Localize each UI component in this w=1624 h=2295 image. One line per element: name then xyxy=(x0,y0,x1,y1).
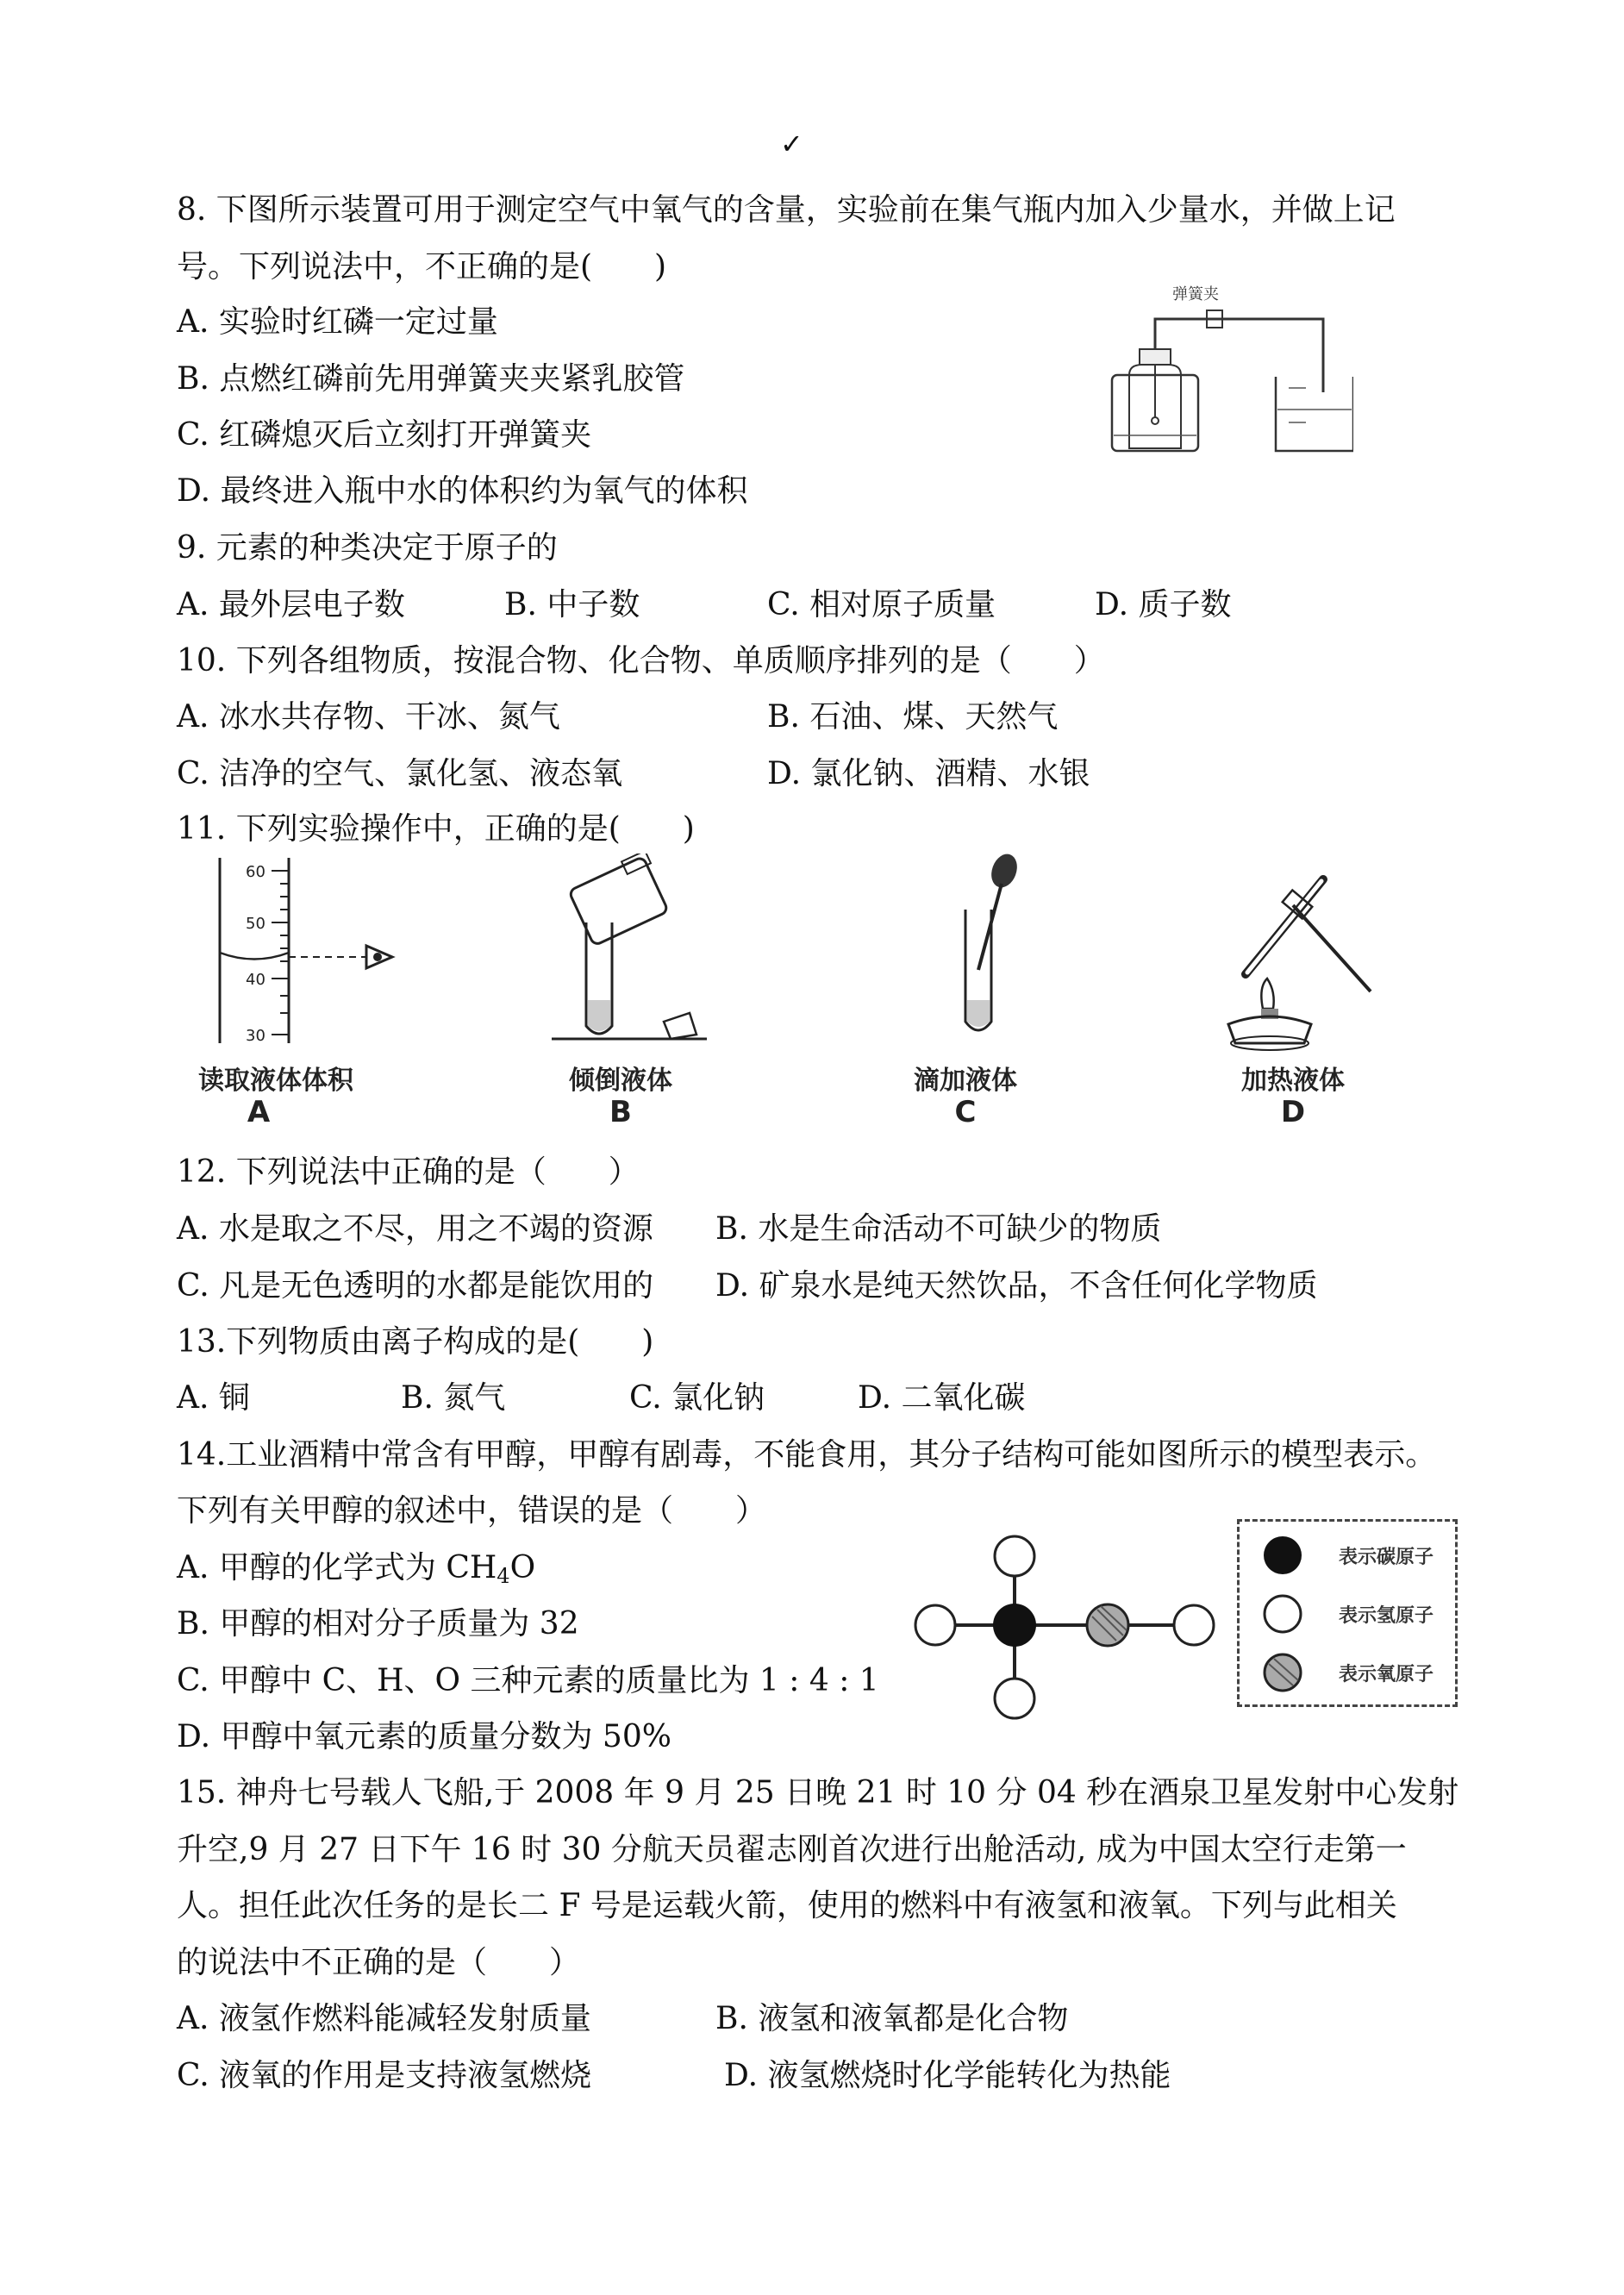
q12-option-c: C. 凡是无色透明的水都是能饮用的 xyxy=(177,1268,654,1304)
hydrogen-atom xyxy=(915,1605,955,1645)
bottle-cap-icon xyxy=(664,1013,696,1039)
q10-option-b: B. 石油、煤、天然气 xyxy=(767,699,1059,735)
q15-option-d: D. 液氢燃烧时化学能转化为热能 xyxy=(724,2058,1171,2093)
q15-stem-line3: 人。担任此次任务的是长二 F 号是运载火箭，使用的燃料中有液氢和液氧。下列与此相关 xyxy=(177,1888,1397,1923)
q10-stem: 10. 下列各组物质，按混合物、化合物、单质顺序排列的是（ ） xyxy=(177,643,1105,678)
q14-option-a xyxy=(177,1549,535,1595)
q9-option-b: B. 中子数 xyxy=(504,587,640,622)
q10-option-d: D. 氯化钠、酒精、水银 xyxy=(767,756,1090,791)
q14-option-a-prefix: A. 甲醇的化学式为 CH xyxy=(177,1550,497,1585)
q14-option-c: C. 甲醇中 C、H、O 三种元素的质量比为 1 : 4 : 1 xyxy=(177,1663,879,1698)
legend-oxygen-label: 表示氧原子 xyxy=(1339,1664,1434,1685)
q14-option-d: D. 甲醇中氧元素的质量分数为 50% xyxy=(177,1719,671,1754)
q14-stem-line2: 下列有关甲醇的叙述中，错误的是（ ） xyxy=(177,1493,767,1529)
q9-option-d: D. 质子数 xyxy=(1095,587,1232,622)
hydrogen-atom xyxy=(1174,1605,1214,1645)
q14-option-b: B. 甲醇的相对分子质量为 32 xyxy=(177,1606,579,1642)
q14-option-a-subscript: 4 xyxy=(497,1564,510,1588)
q15-option-b: B. 液氢和液氧都是化合物 xyxy=(715,2001,1069,2036)
q10-option-c: C. 洁净的空气、氯化氢、液态氧 xyxy=(177,756,623,791)
q8-option-b: B. 点燃红磷前先用弹簧夹夹紧乳胶管 xyxy=(177,361,685,397)
caption-a: 读取液体体积 xyxy=(198,1066,353,1096)
oxygen-apparatus-figure xyxy=(1103,280,1353,457)
q8-stem-line1: 8. 下图所示装置可用于测定空气中氧气的含量，实验前在集气瓶内加入少量水，并做上记 xyxy=(177,192,1396,228)
scale-tick-40: 40 xyxy=(246,971,265,989)
hydrogen-atom xyxy=(995,1536,1034,1576)
methanol-model-figure xyxy=(909,1530,1228,1724)
q9-option-c: C. 相对原子质量 xyxy=(767,587,996,622)
check-mark: ✓ xyxy=(780,128,803,160)
heating-liquid-figure xyxy=(1211,871,1384,1052)
legend-oxygen xyxy=(1257,1651,1455,1694)
q13-option-a: A. 铜 xyxy=(177,1380,250,1416)
scale-tick-30: 30 xyxy=(246,1027,265,1045)
caption-c: 滴加液体 xyxy=(914,1066,1017,1096)
hydrogen-atom xyxy=(995,1679,1034,1718)
letter-c: C xyxy=(954,1095,977,1129)
atom-legend xyxy=(1237,1519,1458,1707)
q12-option-a: A. 水是取之不尽，用之不竭的资源 xyxy=(177,1211,653,1247)
q15-stem-line1: 15. 神舟七号载人飞船,于 2008 年 9 月 25 日晚 21 时 10 分 04 秒在酒泉卫星发射中心发射 xyxy=(177,1775,1459,1810)
letter-d: D xyxy=(1280,1095,1306,1129)
q15-stem-line2: 升空,9 月 27 日下午 16 时 30 分航天员翟志刚首次进行出舱活动, 成为中国太空行走第一 xyxy=(177,1832,1407,1867)
q12-option-b: B. 水是生命活动不可缺少的物质 xyxy=(715,1211,1162,1247)
q8-stem-line2: 号。下列说法中，不正确的是( ) xyxy=(177,249,667,285)
q9-option-a: A. 最外层电子数 xyxy=(177,587,405,622)
carbon-icon xyxy=(1264,1536,1302,1574)
q13-option-b: B. 氮气 xyxy=(401,1380,506,1416)
q15-option-c: C. 液氧的作用是支持液氢燃烧 xyxy=(177,2058,592,2093)
legend-carbon xyxy=(1257,1534,1455,1577)
q14-stem-line1: 14.工业酒精中常含有甲醇，甲醇有剧毒，不能食用，其分子结构可能如图所示的模型表示。 xyxy=(177,1437,1437,1473)
q13-stem: 13.下列物质由离子构成的是( ) xyxy=(177,1324,654,1360)
clamp-label: 弹簧夹 xyxy=(1172,285,1219,303)
scale-tick-60: 60 xyxy=(246,863,265,881)
q8-option-a: A. 实验时红磷一定过量 xyxy=(177,304,498,340)
flame-icon xyxy=(1261,979,1273,1009)
q15-stem-line4: 的说法中不正确的是（ ） xyxy=(177,1945,581,1980)
dropping-liquid-figure xyxy=(940,849,1043,1047)
q14-option-a-suffix: O xyxy=(509,1550,536,1585)
q12-option-d: D. 矿泉水是纯天然饮品，不含任何化学物质 xyxy=(715,1268,1318,1304)
q13-option-c: C. 氯化钠 xyxy=(629,1380,765,1416)
q12-stem: 12. 下列说法中正确的是（ ） xyxy=(177,1154,640,1190)
cylinder-reading-figure xyxy=(203,858,401,1047)
carbon-atom xyxy=(993,1604,1036,1647)
q15-option-a: A. 液氢作燃料能减轻发射质量 xyxy=(177,2001,591,2036)
q11-stem: 11. 下列实验操作中，正确的是( ) xyxy=(177,811,695,847)
letter-b: B xyxy=(609,1095,632,1129)
q13-option-d: D. 二氧化碳 xyxy=(858,1380,1026,1416)
oxygen-icon xyxy=(1265,1654,1301,1691)
caption-d: 加热液体 xyxy=(1241,1066,1345,1096)
hydrogen-icon xyxy=(1265,1596,1301,1632)
q9-stem: 9. 元素的种类决定于原子的 xyxy=(177,530,558,566)
pouring-liquid-figure xyxy=(552,854,707,1047)
legend-hydrogen-label: 表示氢原子 xyxy=(1339,1605,1434,1627)
q8-option-d: D. 最终进入瓶中水的体积约为氧气的体积 xyxy=(177,473,748,509)
q8-option-c: C. 红磷熄灭后立刻打开弹簧夹 xyxy=(177,417,592,453)
q10-option-a: A. 冰水共存物、干冰、氮气 xyxy=(177,699,560,735)
scale-tick-50: 50 xyxy=(246,915,265,933)
letter-a: A xyxy=(247,1095,271,1129)
legend-carbon-label: 表示碳原子 xyxy=(1339,1547,1434,1568)
legend-hydrogen xyxy=(1257,1592,1455,1635)
caption-b: 倾倒液体 xyxy=(569,1066,672,1096)
